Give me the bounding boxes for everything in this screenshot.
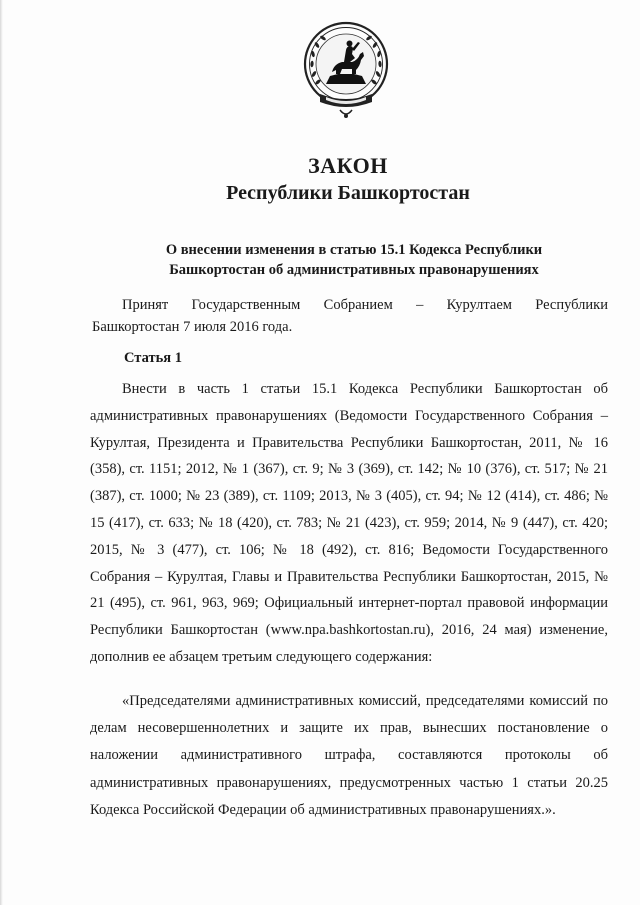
article-quote (90, 688, 608, 824)
adoption-line-1: Принят Государственным Собранием – Курултаем Республики (122, 297, 608, 313)
coat-of-arms-icon (300, 18, 392, 122)
adoption-line-2: Башкортостан 7 июля 2016 года. (92, 319, 293, 335)
law-heading-line-1: О внесении изменения в статью 15.1 Кодекса Республики (165, 242, 543, 258)
law-title: ЗАКОН (308, 153, 388, 178)
law-heading-line-2: Башкортостан об административных правонарушениях (169, 262, 539, 278)
quote-paragraph: «Председателями административных комиссий, председателями комиссий по делам несовершеннолетних и защите их прав, вынесших постановление о наложении административного штрафа, составляются протоколы об административных правонарушениях, предусмотренных частью 1 статьи 20.25 Кодекса Российской Федерации об административных правонарушениях.». (90, 693, 608, 818)
title-block (0, 152, 640, 206)
article-heading: Статья 1 (124, 350, 182, 366)
article-body (90, 376, 608, 671)
law-heading (100, 240, 608, 280)
law-subtitle: Республики Башкортостан (226, 182, 470, 204)
scan-edge (0, 0, 3, 905)
adoption-statement (92, 294, 608, 338)
article-paragraph: Внести в часть 1 статьи 15.1 Кодекса Республики Башкортостан об административных правонарушениях (Ведомости Государственного Собрания – Курултая, Президента и Правительства Республики Башкортостан, 2011, № 16 (358), ст. 1151; 2012, № 1 (367), ст. 9; № 3 (369), ст. 142; № 10 (376), ст. 517; № 21 (387), ст. 1000; № 23 (389), ст. 1109; 2013, № 3 (405), ст. 94; № 12 (414), ст. 486; № 15 (417), ст. 633; № 18 (420), ст. 783; № 21 (423), ст. 959; 2014, № 9 (447), ст. 420; 2015, № 3 (477), ст. 106; № 18 (492), ст. 816; Ведомости Государственного Собрания – Курултая, Главы и Правительства Республики Башкортостан, 2015, № 21 (495), ст. 961, 963, 969; Официальный интернет-портал правовой информации Республики Башкортостан (www.npa.bashkortostan.ru), 2016, 24 мая) изменение, дополнив ее абзацем третьим следующего содержания: (90, 381, 608, 665)
